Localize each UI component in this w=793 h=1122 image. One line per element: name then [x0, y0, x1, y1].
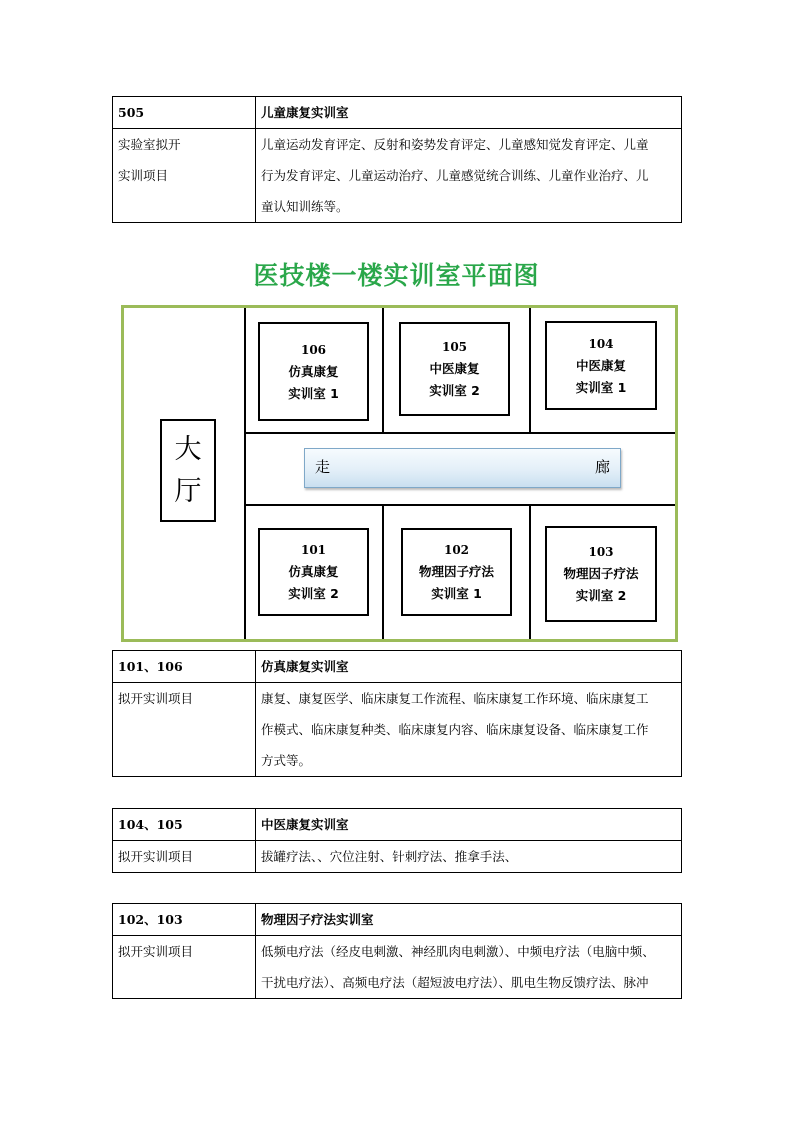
room-103 — [545, 526, 657, 622]
wall-line — [244, 504, 675, 506]
room-104 — [545, 321, 657, 410]
table-505 — [112, 96, 682, 223]
room-name-line: 实训室 1 — [575, 379, 627, 395]
project-list — [256, 841, 682, 873]
project-list — [256, 129, 682, 223]
project-line: 作模式、临床康复种类、临床康复内容、临床康复设备、临床康复工作 — [261, 722, 649, 737]
room-name-line: 中医康复 — [575, 357, 626, 373]
hall-label: 大 — [174, 433, 202, 465]
project-line: 儿童运动发育评定、反射和姿势发育评定、儿童感知觉发育评定、儿童 — [261, 137, 649, 152]
project-list — [256, 683, 682, 777]
wall-line — [244, 432, 675, 434]
row-label: 拟开实训项目 — [113, 936, 256, 999]
hall-label: 厅 — [174, 475, 202, 507]
room-105 — [399, 322, 510, 416]
corridor-label: 廊 — [594, 458, 610, 476]
room-name-line: 物理因子疗法 — [563, 566, 639, 581]
wall-line — [382, 506, 384, 639]
room-name-line: 实训室 2 — [575, 588, 627, 603]
room-name-line: 实训室 2 — [288, 586, 339, 601]
project-line: 童认知训练等。 — [261, 199, 349, 214]
corridor-label: 走 — [315, 458, 331, 476]
project-line: 干扰电疗法）、高频电疗法（超短波电疗法）、肌电生物反馈疗法、脉冲 — [261, 975, 649, 990]
floor-plan — [121, 305, 678, 642]
room-name-line: 仿真康复 — [288, 363, 339, 379]
project-list — [256, 936, 682, 999]
room-name: 仿真康复实训室 — [256, 651, 682, 683]
room-name: 中医康复实训室 — [256, 809, 682, 841]
table-102-103 — [112, 903, 682, 999]
room-name-line: 物理因子疗法 — [418, 564, 494, 579]
room-number: 103 — [588, 545, 614, 559]
room-106 — [258, 322, 369, 421]
room-name: 物理因子疗法实训室 — [256, 904, 682, 936]
room-name-line: 实训室 2 — [429, 383, 480, 398]
project-line: 拔罐疗法、、穴位注射、针刺疗法、推拿手法、 — [261, 849, 518, 864]
room-name-line: 中医康复 — [429, 361, 480, 376]
row-label — [113, 129, 256, 223]
wall-line — [244, 308, 246, 639]
floor-plan-title: 医技楼一楼实训室平面图 — [253, 261, 540, 290]
room-number: 101 — [300, 543, 327, 557]
wall-line — [382, 308, 384, 432]
room-code: 104、105 — [113, 809, 256, 841]
corridor-bar — [304, 448, 621, 488]
table-101-106 — [112, 650, 682, 777]
room-name-line: 实训室 1 — [431, 586, 482, 601]
room-name-line: 实训室 1 — [288, 385, 339, 401]
room-code: 505 — [113, 97, 256, 129]
room-101 — [258, 528, 369, 616]
project-line: 低频电疗法（经皮电刺激、神经肌肉电刺激）、中频电疗法（电脑中频、 — [261, 944, 655, 959]
row-label-line: 实验室拟开 — [118, 137, 181, 152]
row-label: 拟开实训项目 — [113, 683, 256, 777]
room-number: 102 — [443, 543, 470, 557]
room-name: 儿童康复实训室 — [256, 97, 682, 129]
table-104-105 — [112, 808, 682, 873]
room-code: 101、106 — [113, 651, 256, 683]
room-number: 106 — [300, 342, 327, 357]
room-number: 105 — [441, 340, 468, 354]
wall-line — [529, 308, 531, 432]
wall-line — [529, 506, 531, 639]
room-code: 102、103 — [113, 904, 256, 936]
row-label: 拟开实训项目 — [113, 841, 256, 873]
hall-box — [160, 419, 216, 522]
project-line: 行为发育评定、儿童运动治疗、儿童感觉统合训练、儿童作业治疗、儿 — [261, 168, 649, 183]
row-label-line: 实训项目 — [118, 168, 169, 183]
project-line: 康复、康复医学、临床康复工作流程、临床康复工作环境、临床康复工 — [261, 691, 649, 706]
room-number: 104 — [588, 336, 614, 351]
project-line: 方式等。 — [261, 753, 312, 768]
room-name-line: 仿真康复 — [288, 564, 339, 579]
room-102 — [401, 528, 512, 616]
